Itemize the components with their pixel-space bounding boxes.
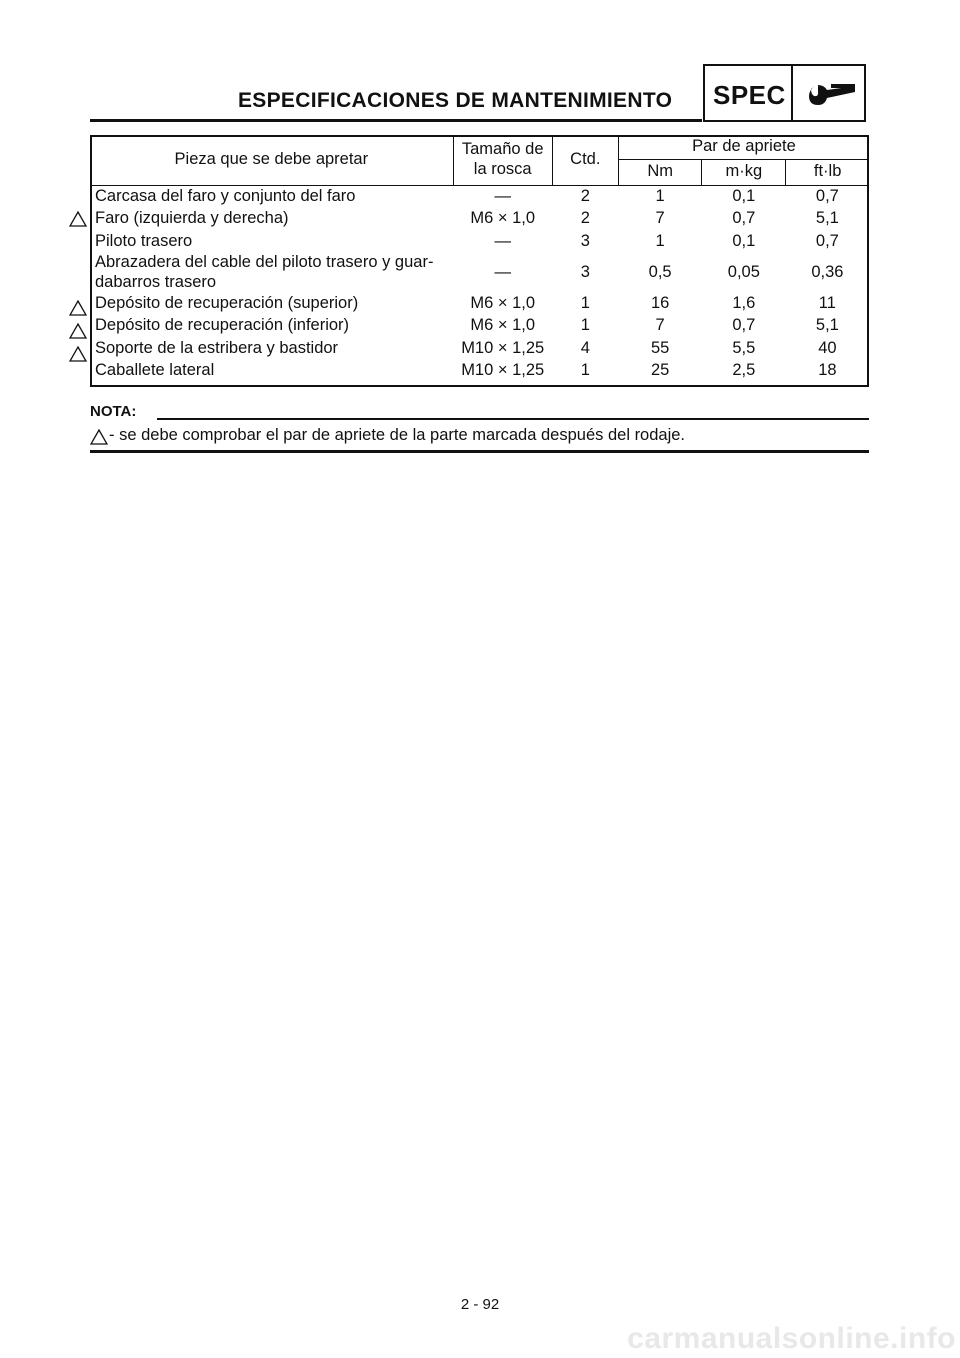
table-row (90, 315, 869, 338)
cell-part-line1: Abrazadera del cable del piloto trasero y guar- (95, 253, 434, 271)
cell-nm: 55 (650, 338, 670, 357)
cell-mkg: 5,5 (732, 338, 756, 357)
note-rule-top (157, 418, 869, 420)
cell-thread: M10 × 1,25 (461, 361, 545, 380)
page-number: 2 - 92 (460, 1296, 500, 1313)
triangle-icon (69, 323, 87, 339)
triangle-icon (90, 429, 108, 445)
page-title: ESPECIFICACIONES DE MANTENIMIENTO (238, 89, 673, 112)
cell-thread: — (494, 231, 511, 250)
cell-nm: 1 (655, 231, 665, 250)
table-row (90, 253, 869, 293)
cell-ftlb: 0,36 (811, 262, 844, 281)
cell-thread: — (494, 186, 511, 205)
cell-ftlb: 0,7 (815, 231, 839, 250)
cell-nm: 7 (655, 316, 665, 335)
cell-part-line2: dabarros trasero (95, 272, 217, 291)
table-row (90, 208, 869, 231)
cell-part: Depósito de recuperación (inferior) (95, 316, 350, 335)
title-underline (90, 119, 702, 122)
header-torque: Par de apriete (618, 135, 869, 159)
cell-nm: 1 (655, 186, 665, 205)
cell-part: Piloto trasero (95, 231, 193, 250)
cell-nm: 16 (650, 293, 670, 312)
torque-spec-table (90, 135, 869, 383)
cell-part: Faro (izquierda y derecha) (95, 209, 289, 228)
cell-part (90, 253, 453, 293)
cell-qty: 1 (580, 293, 590, 312)
cell-qty: 2 (580, 209, 590, 228)
cell-mkg: 0,7 (732, 209, 756, 228)
note-label: NOTA: (90, 403, 137, 420)
cell-mkg: 2,5 (732, 361, 756, 380)
wrench-icon (805, 80, 861, 110)
header-part: Pieza que se debe apretar (90, 135, 453, 185)
triangle-icon (69, 300, 87, 316)
header-thread-line2: la rosca (473, 159, 532, 178)
cell-nm: 7 (655, 209, 665, 228)
cell-ftlb: 0,7 (815, 186, 839, 205)
header-thread (453, 135, 552, 185)
cell-thread: M6 × 1,0 (470, 293, 536, 312)
cell-qty: 2 (580, 186, 590, 205)
cell-thread: — (494, 262, 511, 281)
cell-qty: 1 (580, 316, 590, 335)
cell-qty: 3 (580, 231, 590, 250)
cell-mkg: 0,1 (732, 186, 756, 205)
header-qty: Ctd. (552, 135, 618, 185)
cell-part: Carcasa del faro y conjunto del faro (95, 186, 356, 205)
cell-ftlb: 5,1 (815, 209, 839, 228)
triangle-icon (69, 346, 87, 362)
cell-ftlb: 40 (818, 338, 837, 357)
cell-thread: M10 × 1,25 (461, 338, 545, 357)
table-row (90, 293, 869, 316)
header-nm: Nm (618, 159, 702, 185)
cell-part: Soporte de la estribera y bastidor (95, 338, 339, 357)
table-row (90, 185, 869, 208)
cell-qty: 4 (580, 338, 590, 357)
header-mkg: m·kg (702, 159, 786, 185)
table-row (90, 231, 869, 254)
table-row (90, 360, 869, 383)
cell-qty: 3 (580, 262, 590, 281)
cell-ftlb: 18 (818, 361, 837, 380)
note-rule-bottom (90, 450, 869, 453)
spec-badge-divider (791, 66, 793, 120)
header-ftlb: ft·lb (786, 159, 869, 185)
cell-nm: 0,5 (648, 262, 672, 281)
spec-badge-label: SPEC (713, 80, 786, 110)
cell-thread: M6 × 1,0 (470, 316, 536, 335)
cell-mkg: 0,1 (732, 231, 756, 250)
cell-thread: M6 × 1,0 (470, 209, 536, 228)
cell-nm: 25 (650, 361, 670, 380)
note-text: - se debe comprobar el par de apriete de la parte marcada después del rodaje. (109, 426, 686, 444)
cell-ftlb: 5,1 (815, 316, 839, 335)
spec-badge (703, 64, 866, 122)
cell-part: Caballete lateral (95, 361, 215, 380)
header-thread-line1: Tamaño de (461, 139, 544, 158)
cell-mkg: 0,7 (732, 316, 756, 335)
table-row (90, 338, 869, 361)
cell-mkg: 1,6 (732, 293, 756, 312)
cell-ftlb: 11 (818, 293, 836, 312)
cell-qty: 1 (580, 361, 590, 380)
cell-mkg: 0,05 (727, 262, 760, 281)
triangle-icon (69, 211, 87, 227)
watermark: carmanualsonline.info (627, 1322, 956, 1355)
cell-part: Depósito de recuperación (superior) (95, 293, 359, 312)
